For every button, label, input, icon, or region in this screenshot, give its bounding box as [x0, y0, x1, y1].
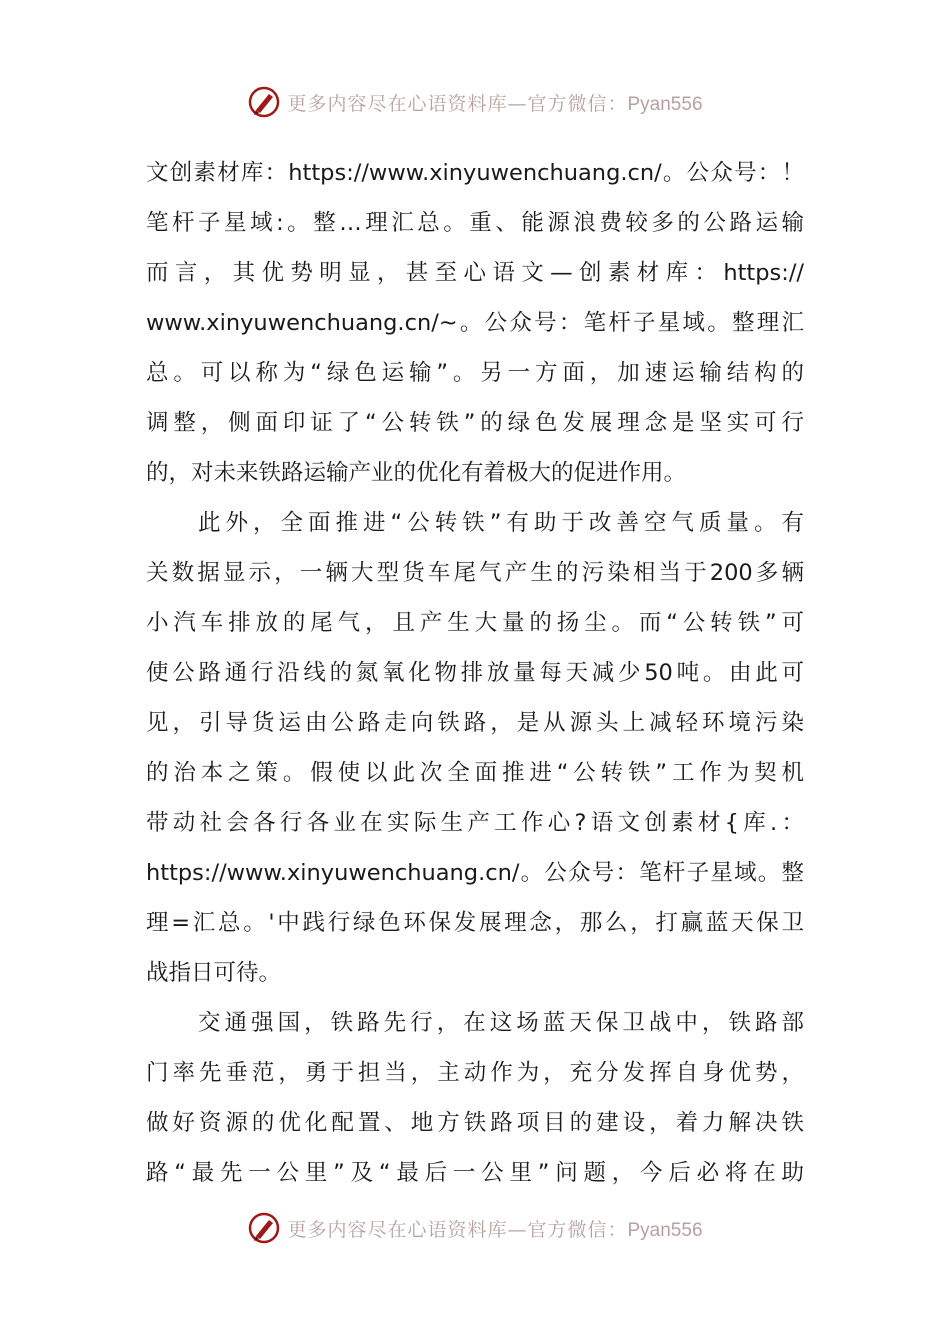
text-line: 做好资源的优化配置、地方铁路项目的建设，着力解决铁: [146, 1110, 804, 1136]
pen-logo-icon: [247, 85, 281, 119]
text-line: 使公路通行沿线的氮氧化物排放量每天减少50吨。由此可: [146, 660, 804, 686]
banner-text: 更多内容尽在心语资料库—官方微信：Pyan556: [287, 92, 703, 115]
text-line: 总。可以称为“绿色运输”。另一方面，加速运输结构的: [146, 360, 804, 386]
text-line: https://www.xinyuwenchuang.cn/。公众号：笔杆子星域。整: [146, 860, 804, 886]
text-line: 文创素材库：https://www.xinyuwenchuang.cn/。公众号：！: [146, 160, 804, 186]
text-line: 见，引导货运由公路走向铁路，是从源头上减轻环境污染: [146, 710, 804, 736]
header-banner: [0, 82, 950, 122]
paragraph-3: [146, 998, 804, 1198]
text-line: 门率先垂范，勇于担当，主动作为，充分发挥自身优势，: [146, 1060, 804, 1086]
paragraph-2: [146, 498, 804, 998]
wechat-handle: Pyan556: [627, 93, 703, 115]
footer-banner: [0, 1208, 950, 1248]
text-line: 而言，其优势明显，甚至心语文—创素材库：https://: [146, 260, 804, 286]
text-line: 战指日可待。: [146, 960, 282, 986]
text-line: 带动社会各行各业在实际生产工作心?语文创素材{库.：: [146, 810, 804, 836]
text-line: 理=汇总。'中践行绿色环保发展理念，那么，打赢蓝天保卫: [146, 910, 804, 936]
text-line: 关数据显示，一辆大型货车尾气产生的污染相当于200多辆: [146, 560, 804, 586]
text-line: www.xinyuwenchuang.cn/~。公众号：笔杆子星域。整理汇: [146, 310, 804, 336]
text-line: 此外，全面推进“公转铁”有助于改善空气质量。有: [198, 510, 804, 536]
text-line: 交通强国，铁路先行，在这场蓝天保卫战中，铁路部: [198, 1010, 804, 1036]
text-line: 调整，侧面印证了“公转铁”的绿色发展理念是坚实可行: [146, 410, 804, 436]
text-line: 的，对未来铁路运输产业的优化有着极大的促进作用。: [146, 460, 687, 486]
text-line: 的治本之策。假使以此次全面推进“公转铁”工作为契机: [146, 760, 804, 786]
text-line: 笔杆子星域:。整…理汇总。重、能源浪费较多的公路运输: [146, 210, 804, 236]
document-body: [146, 148, 804, 1198]
text-line: 路“最先一公里”及“最后一公里”问题，今后必将在助: [146, 1160, 804, 1186]
pen-logo-icon: [247, 1211, 281, 1245]
banner-text: 更多内容尽在心语资料库—官方微信：Pyan556: [287, 1218, 703, 1241]
text-line: 小汽车排放的尾气，且产生大量的扬尘。而“公转铁”可: [146, 610, 804, 636]
wechat-handle: Pyan556: [627, 1219, 703, 1241]
paragraph-1: [146, 148, 804, 498]
